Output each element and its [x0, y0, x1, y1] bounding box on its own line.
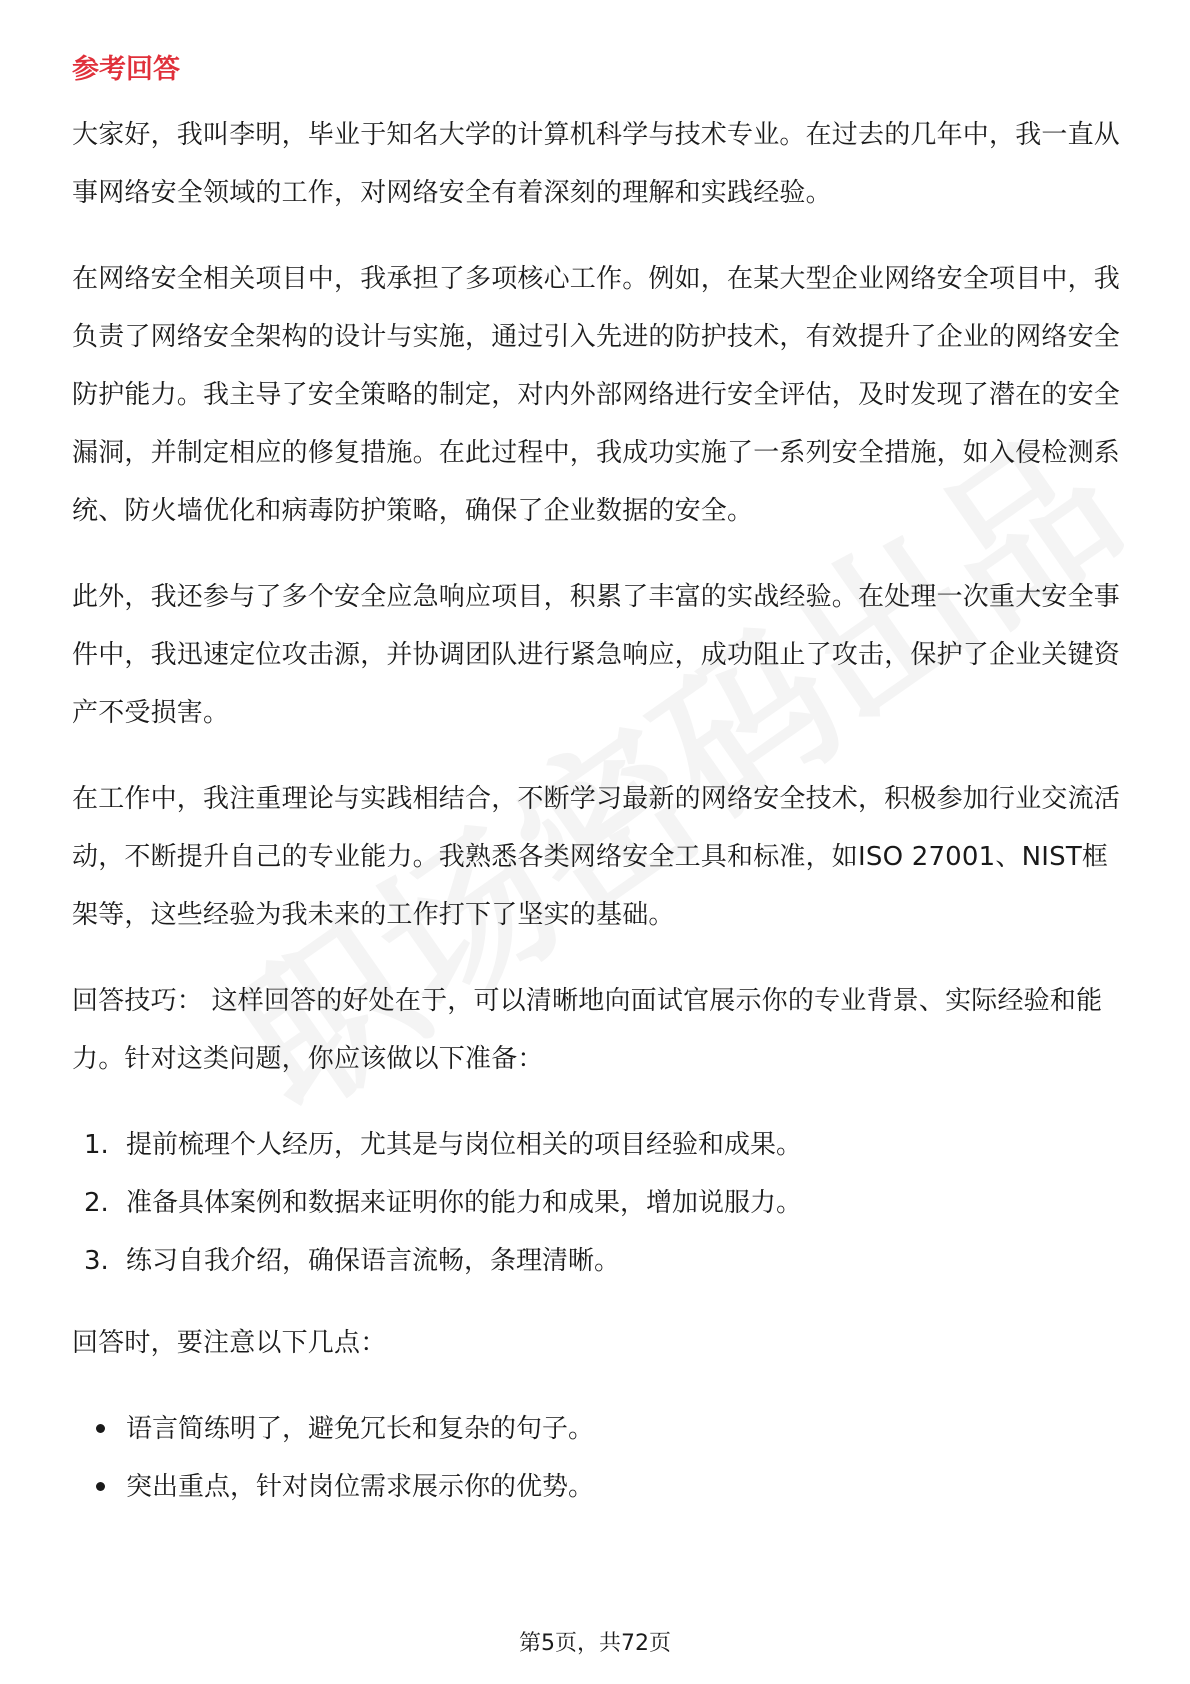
list-item-text: 准备具体案例和数据来证明你的能力和成果，增加说服力。: [126, 1188, 803, 1218]
list-item-text: 提前梳理个人经历，尤其是与岗位相关的项目经验和成果。: [126, 1130, 803, 1160]
paragraph-intro: 大家好，我叫李明，毕业于知名大学的计算机科学与技术专业。在过去的几年中，我一直从事网络安全领域的工作，对网络安全有着深刻的理解和实践经验。: [72, 120, 1121, 208]
list-item-text: 语言简练明了，避免冗长和复杂的句子。: [126, 1414, 595, 1444]
list-item: [72, 1458, 1122, 1516]
document-page: [72, 50, 1122, 1516]
paragraph-emergency: 此外，我还参与了多个安全应急响应项目，积累了丰富的实战经验。在处理一次重大安全事件中，我迅速定位攻击源，并协调团队进行紧急响应，成功阻止了攻击，保护了企业关键资产不受损害。: [72, 582, 1121, 728]
list-item: [72, 1400, 1122, 1458]
bullet-icon: [96, 1424, 105, 1433]
list-item: [72, 1116, 1122, 1174]
list-number: 1.: [84, 1130, 109, 1160]
bullet-icon: [96, 1482, 105, 1491]
page-footer: 第5页，共72页: [519, 1631, 671, 1656]
paragraph-learning: 在工作中，我注重理论与实践相结合，不断学习最新的网络安全技术，积极参加行业交流活动，不断提升自己的专业能力。我熟悉各类网络安全工具和标准，如ISO 27001、NIST框架等，这些经验为我未来的工作打下了坚实的基础。: [72, 784, 1121, 930]
list-number: 3.: [84, 1246, 109, 1276]
list-item: [72, 1174, 1122, 1232]
paragraph-tips: 回答技巧： 这样回答的好处在于，可以清晰地向面试官展示你的专业背景、实际经验和能力。针对这类问题，你应该做以下准备：: [72, 986, 1103, 1074]
ordered-list: [72, 1116, 1122, 1290]
notes-intro: 回答时，要注意以下几点：: [72, 1328, 387, 1358]
bullet-list: [72, 1400, 1122, 1516]
paragraph-projects: 在网络安全相关项目中，我承担了多项核心工作。例如，在某大型企业网络安全项目中，我负责了网络安全架构的设计与实施，通过引入先进的防护技术，有效提升了企业的网络安全防护能力。我主导了安全策略的制定，对内外部网络进行安全评估，及时发现了潜在的安全漏洞，并制定相应的修复措施。在此过程中，我成功实施了一系列安全措施，如入侵检测系统、防火墙优化和病毒防护策略，确保了企业数据的安全。: [72, 264, 1121, 526]
section-title: 参考回答: [72, 54, 180, 85]
list-item-text: 练习自我介绍，确保语言流畅，条理清晰。: [126, 1246, 621, 1276]
list-number: 2.: [84, 1188, 109, 1218]
list-item-text: 突出重点，针对岗位需求展示你的优势。: [126, 1472, 595, 1502]
list-item: [72, 1232, 1122, 1290]
